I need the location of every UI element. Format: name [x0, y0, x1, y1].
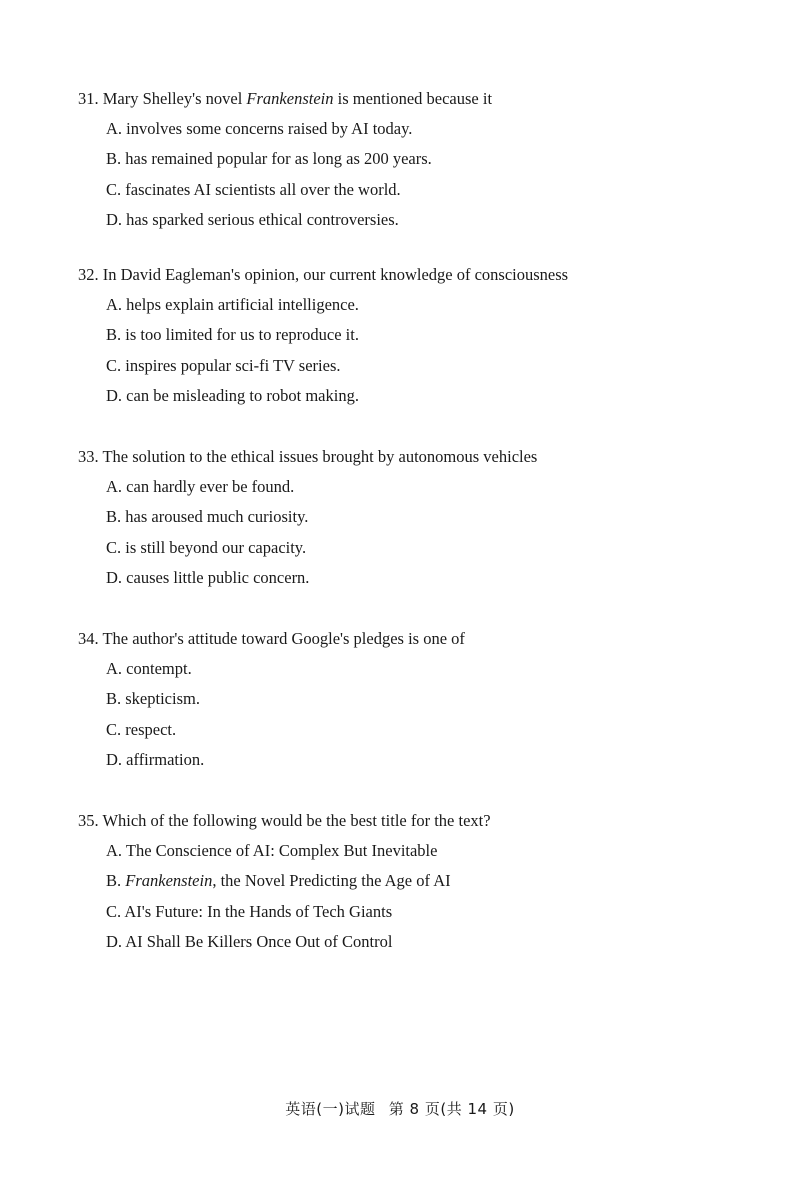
option-letter: B. [106, 871, 122, 891]
question-number: 35. [78, 811, 99, 830]
option-text: is too limited for us to reproduce it. [125, 325, 359, 345]
stem-text: The solution to the ethical issues brought by autonomous vehicles [102, 447, 538, 466]
question-35 [78, 806, 758, 958]
option-text: is still beyond our capacity. [125, 537, 307, 557]
option-a [78, 114, 758, 144]
option-text: causes little public concern. [126, 568, 310, 588]
stem-text: In David Eagleman's opinion, our current knowledge of consciousness [102, 265, 569, 284]
question-number: 34. [78, 629, 99, 648]
question-number: 33. [78, 447, 99, 466]
option-d [78, 927, 758, 957]
question-stem [78, 806, 758, 836]
option-b [78, 320, 758, 350]
option-a [78, 472, 758, 502]
option-c [78, 351, 758, 381]
option-c [78, 715, 758, 745]
option-c [78, 533, 758, 563]
stem-text: Which of the following would be the best title for the text? [102, 811, 491, 830]
option-text: affirmation. [126, 750, 205, 770]
question-33 [78, 442, 758, 594]
option-text: has remained popular for as long as 200 years. [125, 149, 432, 169]
option-letter: B. [106, 689, 122, 709]
stem-text: The author's attitude toward Google's pledges is one of [102, 629, 465, 648]
footer-page-number: 第 8 页(共 14 页) [388, 1100, 515, 1118]
option-a [78, 654, 758, 684]
option-text: , the Novel Predicting the Age of AI [212, 871, 451, 891]
option-text: AI Shall Be Killers Once Out of Control [125, 932, 393, 952]
footer-subject: 英语(一)试题 [285, 1100, 376, 1118]
question-stem [78, 84, 758, 114]
option-letter: A. [106, 477, 123, 496]
option-text: involves some concerns raised by AI today. [126, 119, 413, 138]
option-text: has aroused much curiosity. [125, 507, 309, 527]
option-text: inspires popular sci-fi TV series. [125, 355, 341, 375]
option-letter: B. [106, 325, 122, 345]
option-letter: A. [106, 119, 123, 138]
option-italic-title: Frankenstein [125, 871, 213, 891]
option-c [78, 175, 758, 205]
stem-text: Mary Shelley's novel [102, 89, 247, 108]
option-letter: C. [106, 537, 122, 557]
question-stem [78, 624, 758, 654]
option-text: contempt. [126, 659, 192, 678]
option-text: can be misleading to robot making. [126, 386, 359, 406]
option-letter: D. [106, 932, 123, 952]
stem-italic-title: Frankenstein [246, 89, 334, 108]
option-letter: C. [106, 719, 122, 739]
question-34 [78, 624, 758, 776]
option-a [78, 290, 758, 320]
option-letter: D. [106, 568, 123, 588]
option-letter: B. [106, 149, 122, 169]
option-text: has sparked serious ethical controversies. [126, 210, 399, 230]
question-stem [78, 260, 758, 290]
option-text: helps explain artificial intelligence. [126, 295, 359, 314]
option-b [78, 684, 758, 714]
option-text: skepticism. [125, 689, 200, 709]
question-31 [78, 84, 758, 236]
option-b [78, 144, 758, 174]
option-text: can hardly ever be found. [126, 477, 295, 496]
option-d [78, 205, 758, 235]
question-stem [78, 442, 758, 472]
option-d [78, 563, 758, 593]
option-b [78, 502, 758, 532]
option-letter: A. [106, 841, 123, 860]
option-letter: A. [106, 659, 123, 678]
option-letter: C. [106, 355, 122, 375]
option-b [78, 866, 758, 896]
option-text: respect. [125, 719, 177, 739]
question-32 [78, 260, 758, 412]
option-d [78, 745, 758, 775]
question-number: 32. [78, 265, 99, 284]
stem-text-end: is mentioned because it [333, 89, 493, 108]
option-letter: C. [106, 179, 122, 199]
option-letter: D. [106, 750, 123, 770]
option-text: The Conscience of AI: Complex But Inevitable [125, 841, 438, 860]
question-number: 31. [78, 89, 99, 108]
option-a [78, 836, 758, 866]
option-text: AI's Future: In the Hands of Tech Giants [124, 901, 393, 921]
option-letter: C. [106, 901, 122, 921]
option-letter: D. [106, 386, 123, 406]
option-letter: B. [106, 507, 122, 527]
option-text: fascinates AI scientists all over the world. [125, 179, 401, 199]
option-letter: A. [106, 295, 123, 314]
option-letter: D. [106, 210, 123, 230]
option-d [78, 381, 758, 411]
page-footer [0, 1098, 800, 1119]
option-c [78, 897, 758, 927]
